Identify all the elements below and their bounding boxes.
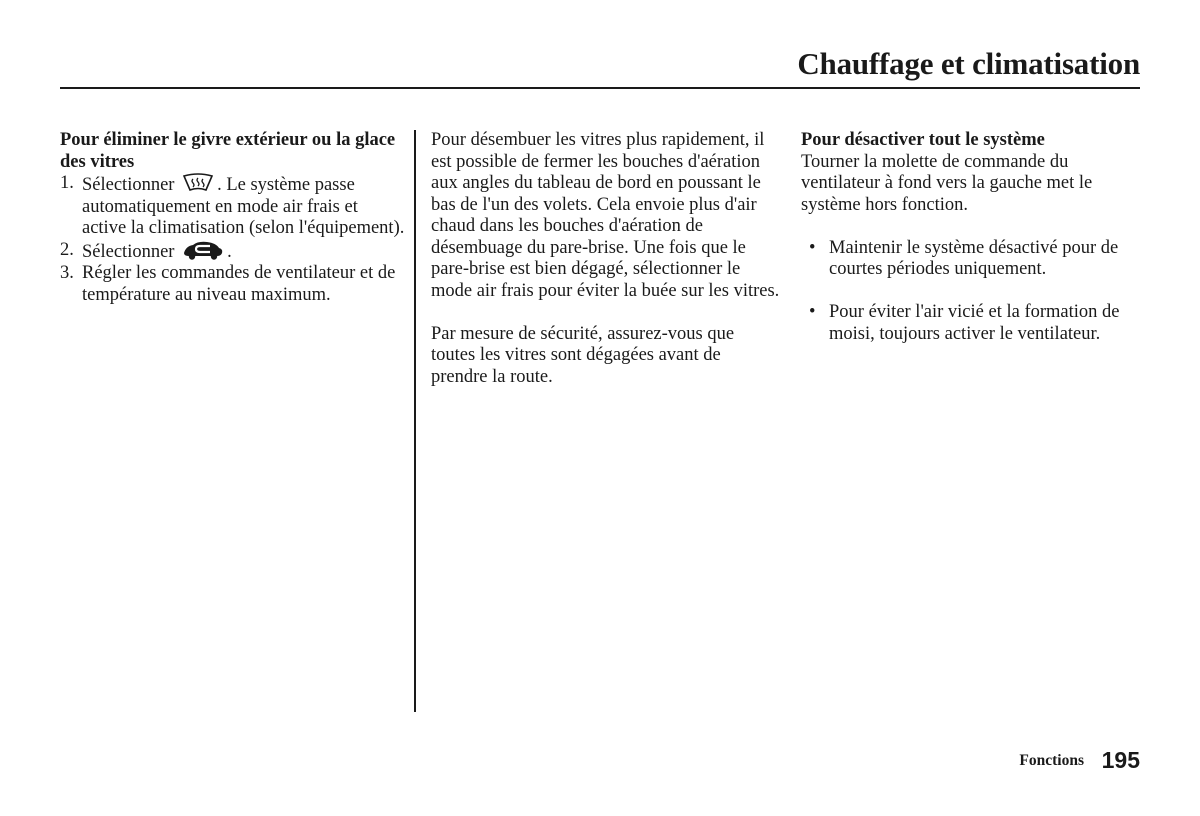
windshield-defrost-icon — [181, 173, 215, 193]
section-heading-defrost: Pour éliminer le givre extérieur ou la glace des vitres — [60, 130, 396, 172]
step-text-after: . Le système passe automatiquement en mode air frais et active la climatisation (selon l'équipement). — [82, 175, 405, 238]
header-rule — [60, 87, 1140, 89]
bullet-text: Pour éviter l'air vicié et la formation de moisi, toujours activer le ventilateur. — [829, 302, 1120, 344]
column-left — [60, 130, 405, 306]
step-3 — [60, 263, 405, 306]
step-text-before: Sélectionner — [82, 241, 175, 262]
step-text: Régler les commandes de ventilateur et de température au niveau maximum. — [82, 263, 396, 305]
bullet-item — [801, 238, 1146, 281]
page-number: 195 — [1101, 747, 1140, 773]
step-2 — [60, 240, 405, 264]
step-text-before: Sélectionner — [82, 175, 175, 195]
page-title: Chauffage et climatisation — [797, 46, 1140, 81]
step-text-after: . — [227, 241, 232, 262]
column-divider — [414, 130, 416, 712]
bullet-symbol: • — [809, 302, 816, 322]
fresh-air-mode-icon — [181, 240, 225, 260]
footer-section-label: Fonctions — [1019, 752, 1084, 769]
bullet-text: Maintenir le système désactivé pour de courtes périodes uniquement. — [829, 237, 1119, 279]
column-right — [801, 130, 1146, 345]
step-1 — [60, 173, 405, 240]
step-number: 2. — [60, 239, 74, 260]
paragraph-off: Tourner la molette de commande du ventilateur à fond vers la gauche met le système hors fonction. — [801, 151, 1093, 215]
paragraph-demist: Pour désembuer les vitres plus rapidement, il est possible de fermer les bouches d'aération aux angles du tableau de bord en poussant le bas de l'un des volets. Cela envoie plus d'air chaud dans les bouches d'aération de désembuage du pare-brise. Une fois que le pare-brise est bien dégagé, sélectionner le mode air frais pour éviter la buée sur les vitres. — [431, 130, 780, 301]
bullet-item — [801, 302, 1146, 345]
step-number: 1. — [60, 173, 74, 193]
column-middle — [431, 130, 781, 388]
paragraph-safety: Par mesure de sécurité, assurez-vous que toutes les vitres sont dégagées avant de prendre la route. — [431, 323, 735, 387]
step-number: 3. — [60, 263, 74, 283]
bullet-symbol: • — [809, 237, 816, 258]
section-heading-off: Pour désactiver tout le système — [801, 130, 1045, 150]
